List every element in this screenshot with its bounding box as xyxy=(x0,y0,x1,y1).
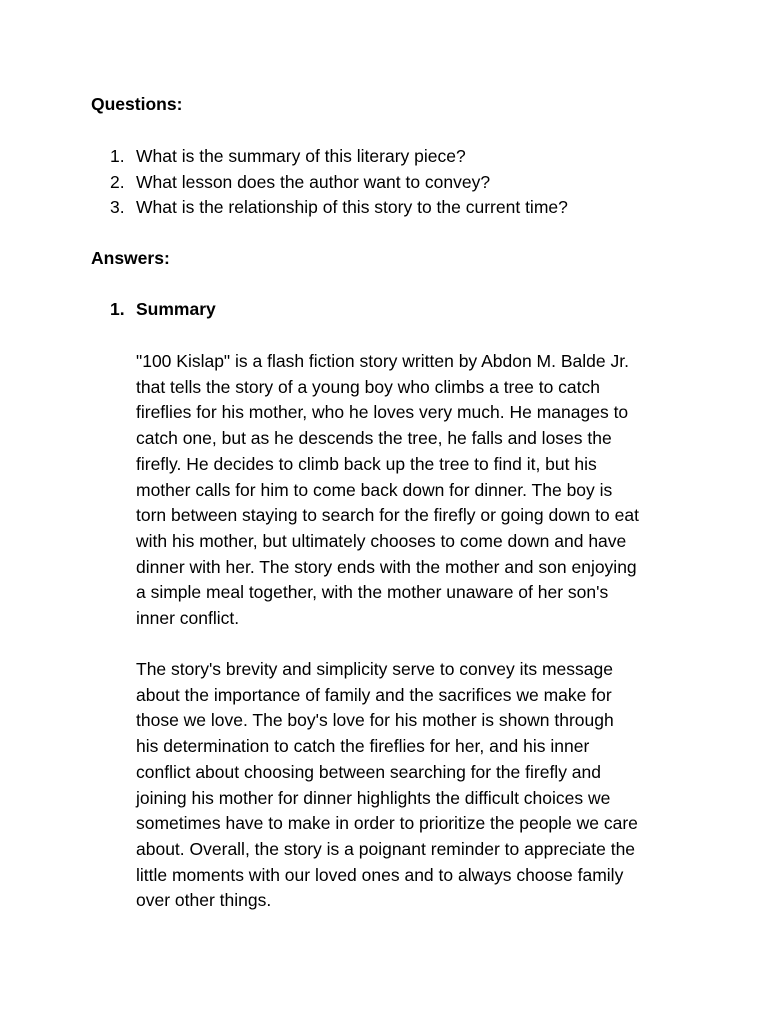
paragraph-line: a simple meal together, with the mother unaware of her son's xyxy=(136,582,609,603)
paragraph-line: mother calls for him to come back down for dinner. The boy is xyxy=(136,479,613,500)
paragraph-line: inner conflict. xyxy=(136,608,240,629)
paragraph-line: firefly. He decides to climb back up the tree to find it, but his xyxy=(136,453,597,474)
summary-paragraph-2 xyxy=(136,657,696,914)
answer-number: 1. xyxy=(110,299,125,319)
paragraph-line: about. Overall, the story is a poignant reminder to appreciate the xyxy=(136,838,636,859)
summary-paragraph-1 xyxy=(136,349,696,632)
paragraph-line: those we love. The boy's love for his mother is shown through xyxy=(136,710,614,731)
paragraph-line: catch one, but as he descends the tree, he falls and loses the xyxy=(136,428,612,449)
answers-heading: Answers: xyxy=(91,248,170,268)
paragraph-line: little moments with our loved ones and to always choose family xyxy=(136,864,624,885)
question-number: 3. xyxy=(110,197,125,218)
question-item xyxy=(110,144,568,170)
paragraph-line: with his mother, but ultimately chooses to come down and have xyxy=(136,530,627,551)
questions-heading: Questions: xyxy=(91,94,183,114)
question-number: 2. xyxy=(110,171,125,192)
paragraph-line: The story's brevity and simplicity serve to convey its message xyxy=(136,659,613,679)
paragraph-line: fireflies for his mother, who he loves very much. He manages to xyxy=(136,402,629,423)
answer-section-heading xyxy=(110,298,216,320)
answer-title: Summary xyxy=(136,299,216,319)
paragraph-line: dinner with her. The story ends with the mother and son enjoying xyxy=(136,556,637,577)
paragraph-line: torn between staying to search for the firefly or going down to eat xyxy=(136,505,639,526)
paragraph-line: over other things. xyxy=(136,890,272,911)
paragraph-line: sometimes have to make in order to prioritize the people we care xyxy=(136,813,638,834)
question-number: 1. xyxy=(110,146,125,166)
question-item xyxy=(110,170,568,196)
paragraph-line: his determination to catch the fireflies for her, and his inner xyxy=(136,736,590,757)
paragraph-line: joining his mother for dinner highlights the difficult choices we xyxy=(136,787,611,808)
question-item xyxy=(110,195,568,221)
paragraph-line: "100 Kislap" is a flash fiction story written by Abdon M. Balde Jr. xyxy=(136,351,629,371)
question-text: What is the relationship of this story to the current time? xyxy=(136,197,568,218)
paragraph-line: about the importance of family and the sacrifices we make for xyxy=(136,684,612,705)
question-text: What is the summary of this literary piece? xyxy=(136,146,466,166)
paragraph-line: conflict about choosing between searching for the firefly and xyxy=(136,761,602,782)
questions-list xyxy=(110,144,568,221)
paragraph-line: that tells the story of a young boy who climbs a tree to catch xyxy=(136,376,600,397)
question-text: What lesson does the author want to convey? xyxy=(136,171,491,192)
